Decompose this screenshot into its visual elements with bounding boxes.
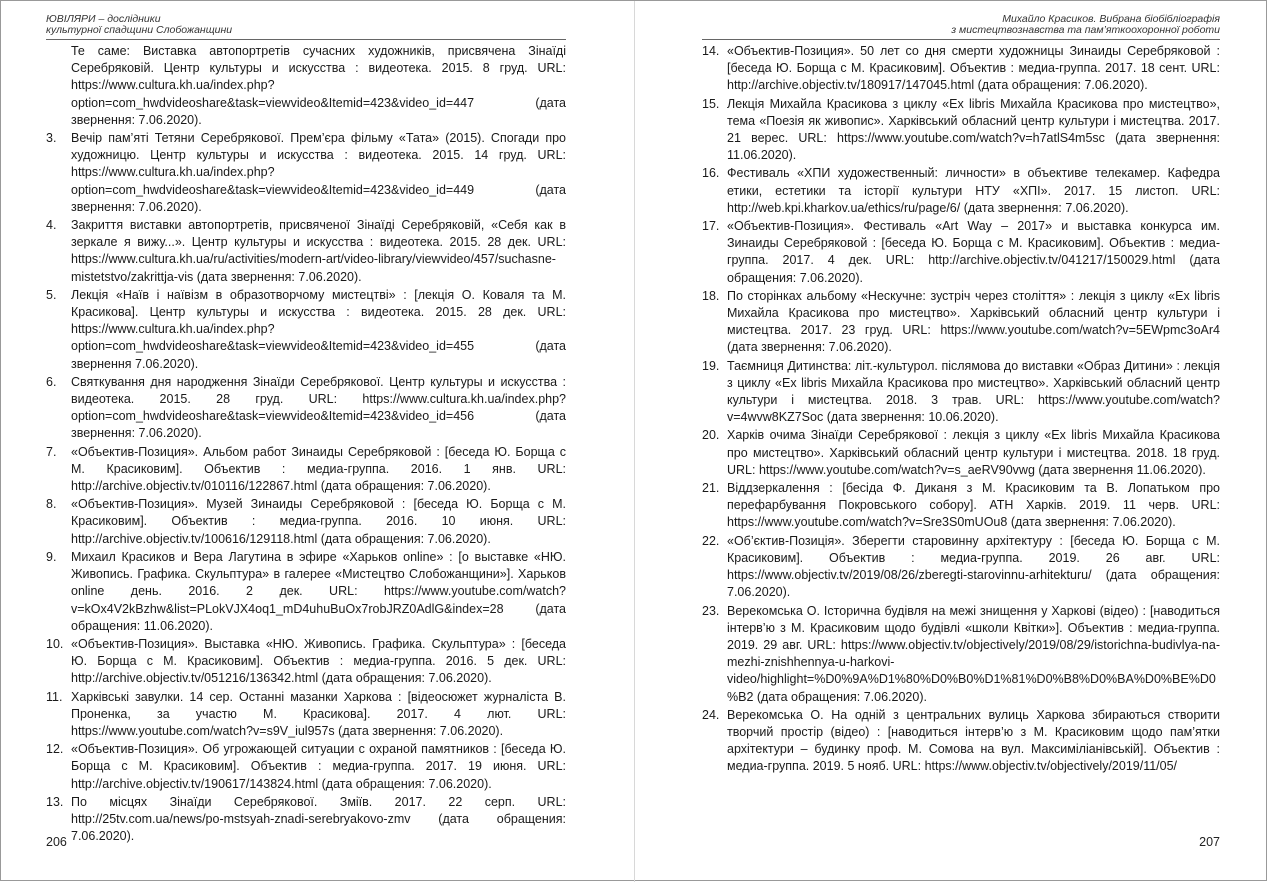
entry-number: 5. <box>46 287 57 302</box>
entry-number: 14. <box>702 44 720 58</box>
right-page-number: 207 <box>1199 835 1220 849</box>
list-item <box>702 603 1220 706</box>
entry-number: 18. <box>702 288 720 303</box>
list-item <box>46 741 566 793</box>
entry-number: 16. <box>702 166 720 181</box>
entry-number: 19. <box>702 358 720 373</box>
entry-number: 10. <box>46 636 64 651</box>
entry-text: Святкування дня народження Зінаїди Серебрякової. Центр культуры и искусства : видеотека. 2015. 28 груд. URL: https://www.cultura.kh.ua/index.php?option=com_hwdvideoshare&task=viewvideo&Itemid=423&video_id=456 (дата звернення: 7.06.2020). <box>71 374 566 441</box>
entry-number: 9. <box>46 549 57 564</box>
entry-text: Лекція «Наїв і наївізм в образотворчому мистецтві» : [лекція О. Коваля та М. Красикова]. Центр культуры и искусства : видеотека. 2015. 28 дек. URL: https://www.cultura.kh.ua/index.php?option=com_hwdvideoshare&task=viewvideo&Itemid=423&video_id=455 (дата звернення 7.06.2020). <box>71 287 566 371</box>
list-item <box>702 218 1220 287</box>
entry-text: По місцях Зінаїди Серебрякової. Зміїв. 2017. 22 серп. URL: http://25tv.com.ua/news/po-mstsyah-znadi-serebryakovo-zmv (дата обращения: 7.06.2020). <box>71 794 566 844</box>
entry-text: Вечір пам’яті Тетяни Серебрякової. Прем’єра фільму «Тата» (2015). Спогади про художницю. Центр культуры и искусства : видеотека. 2015. 14 груд. URL: https://www.cultura.kh.ua/index.php?option=com_hwdvideoshare&task=viewvideo&Itemid=423&video_id=449 (дата звернення: 7.06.2020). <box>71 131 566 214</box>
list-item <box>46 374 566 443</box>
entry-number: 15. <box>702 96 720 111</box>
entry-number: 6. <box>46 374 57 389</box>
list-item <box>702 480 1220 532</box>
entry-text: Харків очима Зінаїди Серебрякової : лекція з циклу «Ex libris Михайла Красикова про мистецтво». Харківський обласний центр культури і мистецтва. 2018. 18 груд. URL: https://www.youtube.com/watch?v=s_aeRV90vwg (дата звернення 11.06.2020). <box>727 428 1220 477</box>
list-item <box>702 96 1220 165</box>
entry-number: 21. <box>702 481 720 496</box>
list-item <box>702 43 1220 95</box>
entry-text: Закриття виставки автопортретів, присвяченої Зінаїді Серебряковій, «Себя как в зеркале я вижу...». Центр культуры и искусства : видеотека. 2015. 28 дек. URL: https://www.cultura.kh.ua/ru/activities/modern-art/video-library/viewvideo/457/suchasne-mistetstvo/zakrittja-vis (дата звернення: 7.06.2020). <box>71 218 566 284</box>
entry-text: Фестиваль «ХПИ художественный: личности» в объективе телекамер. Кафедра етики, естетики та історії культури НТУ «ХПІ». 2017. 15 листоп. URL: http://web.kpi.kharkov.ua/ethics/ru/page/6/ (дата звернення: 7.06.2020). <box>727 166 1220 215</box>
right-running-head-line-1: Михайло Красиков. Вибрана біобібліографія <box>1002 13 1220 25</box>
left-running-head <box>46 14 232 36</box>
list-item <box>46 794 566 846</box>
list-item <box>46 43 566 129</box>
list-item <box>46 549 566 635</box>
left-entry-list <box>46 43 566 846</box>
list-item <box>702 165 1220 217</box>
list-item <box>702 707 1220 776</box>
entry-text: По сторінках альбому «Нескучне: зустріч через століття» : лекція з циклу «Ex libris Михайла Красикова про мистецтво». Харківський обласний центр культури і мистецтва. 2017. 23 груд. URL: https://www.youtube.com/watch?v=5EWpmc3oAr4 (дата звернення: 7.06.2020). <box>727 288 1220 355</box>
entry-text: «Объектив-Позиция». Альбом работ Зинаиды Серебряковой : [беседа Ю. Борща с М. Красиковим]. Объектив : медиа-группа. 2016. 1 янв. URL: http://archive.objectiv.tv/010116/122867.html (дата обращения: 7.06.2020). <box>71 444 566 494</box>
right-running-head-line-2: з мистецтвознавства та пам’яткоохоронної роботи <box>951 24 1220 36</box>
entry-text: Віддзеркалення : [бесіда Ф. Диканя з М. Красиковим та В. Лопатьком про перефарбування Покровського собору]. АТН Харків. 2019. 11 черв. URL: https://www.youtube.com/watch?v=Sre3S0mUOu8 (дата звернення: 7.06.2020). <box>727 481 1220 530</box>
list-item <box>46 689 566 741</box>
entry-number: 11. <box>46 689 63 704</box>
entry-text: Верекомська О. Історична будівля на межі знищення у Харкові (відео) : [наводиться інтерв’ю з М. Красиковим щодо будівлі «школи Квітки»]. Объектив : медиа-группа. 2019. 29 авг. URL: https://www.objectiv.tv/objectively/2019/08/29/istorichna-budivlya-na-mezhi-znishhennya-u-harkovi-video/highlight=%D0%9A%D1%80%D0%B0%D1%81%D0%B8%D0%BA%D0%BE%D0%B2 (дата обращения: 7.06.2020). <box>727 603 1220 704</box>
entry-number: 17. <box>702 219 720 234</box>
entry-number: 12. <box>46 742 64 757</box>
entry-text: Те саме: Виставка автопортретів сучасних художників, присвячена Зінаїді Серебряковій. Центр культуры и искусства : видеотека. 2015. 8 груд. URL: https://www.cultura.kh.ua/index.php?option=com_hwdvideoshare&task=viewvideo&Itemid=423&video_id=447 (дата звернення: 7.06.2020). <box>71 44 566 127</box>
entry-text: «Объектив-Позиция». Фестиваль «Art Way – 2017» и выставка конкурса им. Зинаиды Серебряковой : [беседа Ю. Борща с М. Красиковим]. Объектив : медиа-группа. 2017. 4 дек. URL: http://archive.objectiv.tv/041217/150029.html (дата обращения: 7.06.2020). <box>727 219 1220 285</box>
left-running-head-line-2: культурної спадщини Слобожанщини <box>46 24 233 36</box>
right-entry-list <box>702 43 1220 777</box>
list-item <box>46 217 566 286</box>
list-item <box>702 533 1220 602</box>
right-running-head <box>951 14 1220 36</box>
entry-text: Таємниця Дитинства: літ.-культурол. післямова до виставки «Образ Дитини» : лекція з циклу «Ex libris Михайла Красикова про мистецтво». Харківський обласний центр культури і мистецтва. 2018. 3 трав. URL: https://www.youtube.com/watch?v=4wvw8KZ7Soc (дата звернення: 10.06.2020). <box>727 358 1220 425</box>
list-item <box>702 288 1220 357</box>
list-item <box>46 444 566 496</box>
left-page-number: 206 <box>46 835 67 849</box>
entry-text: Михаил Красиков и Вера Лагутина в эфире «Харьков online» : [о выставке «НЮ. Живопись. Графика. Скульптура» в галерее «Мистецтво Слобожанщини»]. Харьков online день. 2016. 2 дек. URL: https://www.youtube.com/watch?v=kOx4V2kBzhw&list=PLokVJX4oq1_mD4uhuBuOx7robJRZ0AdlG&index=28 (дата обращения: 11.06.2020). <box>71 549 566 633</box>
entry-text: «Объектив-Позиция». Музей Зинаиды Серебряковой : [беседа Ю. Борща с М. Красиковим]. Объектив : медиа-группа. 2016. 10 июня. URL: http://archive.objectiv.tv/100616/129118.html (дата обращения: 7.06.2020). <box>71 497 566 546</box>
entry-text: «Об’єктив-Позиція». Зберегти старовинну архітектуру : [беседа Ю. Борща с М. Красиковим]. Объектив : медиа-группа. 2019. 26 авг. URL: https://www.objectiv.tv/2019/08/26/zberegti-starovinnu-arhitekturu/ (дата обращения: 7.06.2020). <box>727 533 1220 600</box>
entry-number: 22. <box>702 533 720 548</box>
list-item <box>46 287 566 373</box>
entry-number: 8. <box>46 497 57 512</box>
list-item <box>46 130 566 216</box>
entry-number: 23. <box>702 603 720 618</box>
list-item <box>702 427 1220 479</box>
left-running-head-line-1: ЮВІЛЯРИ – дослідники <box>46 13 161 25</box>
entry-text: «Объектив-Позиция». Выставка «НЮ. Живопись. Графика. Скульптура» : [беседа Ю. Борща с М. Красиковим]. Объектив : медиа-группа. 2016. 5 дек. URL: http://archive.objectiv.tv/051216/136342.html (дата обращения: 7.06.2020). <box>71 636 566 686</box>
entry-number: 4. <box>46 218 57 233</box>
entry-text: «Объектив-Позиция». Об угрожающей ситуации с охраной памятников : [беседа Ю. Борща с М. Красиковим]. Объектив : медиа-группа. 2017. 19 июня. URL: http://archive.objectiv.tv/190617/143824.html (дата обращения: 7.06.2020). <box>71 742 566 791</box>
left-page <box>1 1 634 882</box>
list-item <box>46 496 566 548</box>
entry-text: Харківські завулки. 14 сер. Останні мазанки Харкова : [відеосюжет журналіста В. Проненка, за участю М. Красикова]. 2017. 4 лют. URL: https://www.youtube.com/watch?v=s9V_iul957s (дата звернення: 7.06.2020). <box>71 689 566 738</box>
entry-number: 7. <box>46 444 57 459</box>
entry-number: 24. <box>702 707 720 722</box>
entry-text: «Объектив-Позиция». 50 лет со дня смерти художницы Зинаиды Серебряковой : [беседа Ю. Борща с М. Красиковим]. Объектив : медиа-группа. 2017. 18 сент. URL: http://archive.objectiv.tv/180917/147045.html (дата обращения: 7.06.2020). <box>727 44 1220 93</box>
entry-number: 13. <box>46 794 64 809</box>
right-page <box>635 1 1267 882</box>
entry-text: Верекомська О. На одній з центральних вулиць Харкова збираються створити творчий простір (відео) : [наводиться інтерв’ю з М. Красиковим щодо пам’ятки архітектури – будинку проф. М. Сомова на вул. Максиміліанівській]. Объектив : медиа-группа. 2019. 5 нояб. URL: https://www.objectiv.tv/objectively/2019/11/05/ <box>727 707 1220 774</box>
entry-number: 3. <box>46 131 57 146</box>
list-item <box>46 636 566 688</box>
entry-text: Лекція Михайла Красикова з циклу «Ex libris Михайла Красикова про мистецтво», тема «Поезія як живопис». Харківський обласний центр культури і мистецтва. 2017. 21 верес. URL: https://www.youtube.com/watch?v=h7atlS4m5sc (дата звернення: 11.06.2020). <box>727 96 1220 163</box>
entry-number: 20. <box>702 428 720 443</box>
left-head-rule <box>46 39 566 40</box>
list-item <box>702 358 1220 427</box>
right-head-rule <box>702 39 1220 40</box>
